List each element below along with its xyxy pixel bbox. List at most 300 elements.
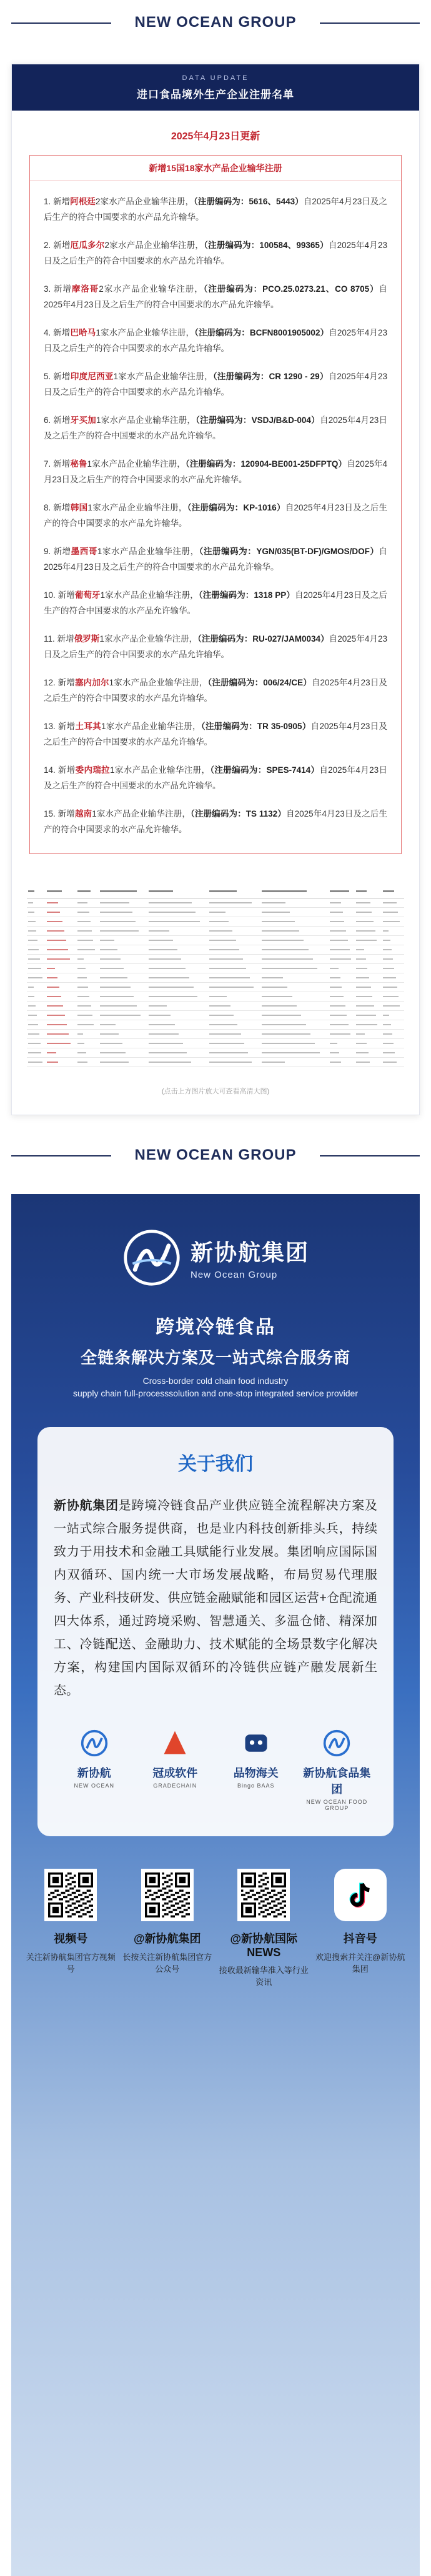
entry-note: 自2025年4月23日及之后生产的符合中国要求的水产品允许输华。 [44,197,387,222]
qr-title: 视频号 [54,1932,88,1945]
tiktok-icon[interactable] [334,1869,387,1921]
table-cell [329,1001,355,1010]
notice-entry [44,369,387,400]
table-cell [208,1020,261,1029]
notice-entry [44,806,387,837]
table-row [27,917,404,926]
qr-code[interactable] [237,1869,290,1921]
table-cell [260,945,329,954]
table-row [27,1057,404,1067]
logo-name-cn: 新协航集团 [190,1239,309,1265]
table-cell [147,945,208,954]
table-cell [46,1038,76,1048]
table-cell [76,945,99,954]
table-cell [260,1057,329,1067]
footer-header-line-left [11,1155,111,1156]
promo-logo [11,1194,420,1288]
notice-entry [44,194,387,225]
table-cell [260,1001,329,1010]
entry-code: （注册编码为：RU-027/JAM0034） [197,634,329,644]
notice-entry [44,719,387,750]
table-cell [27,1029,46,1038]
table-cell [99,982,148,992]
table-cell [208,1029,261,1038]
table-header-cell [329,885,355,898]
notice-entry [44,325,387,356]
table-cell [46,907,76,917]
table-cell [260,963,329,973]
entry-country: 厄瓜多尔 [70,241,105,250]
table-cell [208,917,261,926]
entry-code: （注册编码为：KP-1016） [187,503,285,512]
table-cell [27,1048,46,1057]
table-cell [355,982,381,992]
table-cell [208,1001,261,1010]
entry-note: 自2025年4月23日及之后生产的符合中国要求的水产品允许输华。 [44,590,388,615]
banner-subtitle: DATA UPDATE [182,74,249,82]
table-cell [76,907,99,917]
entry-count: 2家水产品企业输华注册， [104,241,204,250]
table-cell [329,917,355,926]
table-cell [355,1001,381,1010]
table-cell [355,917,381,926]
qr-code-icon [48,1872,93,1917]
entry-count: 1家水产品企业输华注册， [110,765,211,775]
table-cell [76,898,99,907]
qr-description: 关注新协航集团官方视频号 [26,1952,116,1974]
table-header-cell [355,885,381,898]
table-cell [382,963,404,973]
entry-prefix: 14. 新增 [44,765,76,775]
table-cell [382,1057,404,1067]
table-cell [76,1029,99,1038]
entry-count: 1家水产品企业输华注册， [96,328,195,337]
brand-subtitle: Bingo BAAS [237,1782,275,1789]
table-row [27,1048,404,1057]
qr-code[interactable] [141,1869,194,1921]
table-cell [27,1010,46,1020]
table-cell [355,1048,381,1057]
table-cell [329,1048,355,1057]
table-cell [329,907,355,917]
table-cell [99,1057,148,1067]
table-row [27,907,404,917]
qr-title: @新协航集团 [133,1932,201,1945]
table-cell [76,954,99,963]
table-cell [208,973,261,982]
table-cell [147,1001,208,1010]
promo-en-line-1: Cross-border cold chain food industry [142,1375,289,1386]
table-cell [27,945,46,954]
entry-prefix: 5. 新增 [44,372,71,381]
table-cell [99,1048,148,1057]
table-cell [355,945,381,954]
table-cell [260,935,329,945]
table-cell [382,973,404,982]
logo-name-en: New Ocean Group [190,1269,278,1280]
table-cell [46,1020,76,1029]
header-line-right [320,22,420,24]
notice-entry [44,500,387,531]
table-cell [76,935,99,945]
table-cell [208,963,261,973]
table-cell [99,917,148,926]
table-cell [27,954,46,963]
table-cell [99,954,148,963]
entry-prefix: 15. 新增 [44,809,75,818]
brand-subtitle: NEW OCEAN FOOD GROUP [306,1798,368,1811]
notice-entry [44,675,387,706]
entry-code: （注册编码为：TR 35-0905） [201,722,311,731]
table-header-cell [147,885,208,898]
about-us-panel [37,1427,394,1836]
table-cell [27,1020,46,1029]
notice-entry [44,281,387,312]
table-cell [208,1038,261,1048]
entry-prefix: 2. 新增 [44,241,71,250]
entry-prefix: 12. 新增 [44,678,75,687]
entry-note: 自2025年4月23日及之后生产的符合中国要求的水产品允许输华。 [44,415,388,440]
entry-country: 墨西哥 [71,547,97,556]
table-cell [382,926,404,935]
table-cell [46,945,76,954]
entry-prefix: 8. 新增 [44,503,71,512]
brand-logo [57,1729,131,1789]
table-cell [329,954,355,963]
entry-prefix: 6. 新增 [44,415,71,425]
entry-code: （注册编码为：120904-BE001-25DFPTQ） [185,459,347,469]
table-cell [147,1038,208,1048]
table-cell [46,1029,76,1038]
entry-note: 自2025年4月23日及之后生产的符合中国要求的水产品允许输华。 [44,809,387,834]
entry-country: 葡萄牙 [74,590,101,600]
table-cell [147,1057,208,1067]
table-cell [382,1048,404,1057]
table-cell [382,898,404,907]
entry-country: 巴哈马 [70,328,96,337]
table-cell [99,898,148,907]
table-cell [260,954,329,963]
promo-headline: 跨境冷链食品 [156,1316,275,1338]
update-banner [12,64,419,111]
table-cell [76,1010,99,1020]
table-row [27,1010,404,1020]
table-cell [147,954,208,963]
entry-prefix: 11. 新增 [44,634,74,644]
qr-title: 抖音号 [343,1932,377,1945]
entry-count: 1家水产品企业输华注册， [92,809,191,818]
table-cell [260,926,329,935]
table-cell [147,973,208,982]
notice-entry [44,412,387,444]
table-cell [46,1010,76,1020]
table-cell [329,935,355,945]
entry-country: 土耳其 [75,722,101,731]
table-cell [27,992,46,1001]
entry-note: 自2025年4月23日及之后生产的符合中国要求的水产品允许输华。 [44,503,388,528]
table-cell [27,1057,46,1067]
table-cell [355,935,381,945]
new-ocean-logo-icon [122,1228,182,1288]
table-row [27,898,404,907]
banner-title: 进口食品境外生产企业注册名单 [137,88,294,101]
entry-count: 1家水产品企业输华注册， [96,415,196,425]
brand-name: 冠成软件 [152,1766,198,1779]
notice-entry [44,631,387,662]
qr-code-icon [241,1872,286,1917]
notice-entry [44,544,387,575]
entry-count: 1家水产品企业输华注册， [99,634,198,644]
entry-code: （注册编码为：1318 PP） [198,590,295,600]
promo-headline-2: 全链条解决方案及一站式综合服务商 [80,1348,350,1367]
table-cell [147,898,208,907]
table-cell [46,992,76,1001]
entry-count: 1家水产品企业输华注册， [87,459,186,469]
table-cell [76,917,99,926]
table-cell [382,907,404,917]
table-cell [382,992,404,1001]
table-cell [355,992,381,1001]
table-cell [46,1057,76,1067]
table-cell [147,907,208,917]
qr-block[interactable] [217,1869,310,1988]
entry-country: 韩国 [70,503,88,512]
table-row [27,982,404,992]
table-cell [355,907,381,917]
table-cell [76,1001,99,1010]
entry-code: （注册编码为：5616、5443） [194,197,304,206]
table-cell [99,1029,148,1038]
update-card [11,64,420,1115]
brand-mark-icon [242,1729,270,1758]
entry-country: 秘鲁 [70,459,87,469]
table-cell [355,973,381,982]
entry-prefix: 1. 新增 [44,197,71,206]
entry-note: 自2025年4月23日及之后生产的符合中国要求的水产品允许输华。 [44,241,388,266]
table-header-cell [208,885,261,898]
table-cell [76,926,99,935]
table-cell [355,963,381,973]
brand-mark-icon [322,1729,351,1758]
about-us-body: 是跨境冷链食品产业供应链全流程解决方案及一站式综合服务提供商，也是业内科技创新排头兵，持续致力于用技术和金融工具赋能行业发展。集团响应国际国内双循环、国内统一大市场发展战略，布局贸易代理服务、产业科技研发、供应链金融赋能和园区运营+仓配流通四大体系，通过跨境采购、智慧通关、多温仓储、精深加工、冷链配送、金融助力、技术赋能的全场景数字化解决方案，构建国内国际双循环的冷链供应链产融发展新生态。 [54,1498,377,1698]
table-header-cell [27,885,46,898]
table-cell [46,917,76,926]
entry-count: 1家水产品企业输华注册， [113,372,213,381]
enterprise-table [27,885,404,1067]
table-cell [27,973,46,982]
table-row [27,1001,404,1010]
table-header-cell [99,885,148,898]
table-cell [76,1020,99,1029]
table-cell [260,1038,329,1048]
table-row [27,945,404,954]
entry-code: （注册编码为：CR 1290 - 29） [212,372,329,381]
entry-code: （注册编码为：BCFN8001905002） [194,328,329,337]
qr-title: @新协航国际NEWS [230,1932,298,1959]
entry-code: （注册编码为：PCO.25.0273.21、CO 8705） [203,284,379,294]
table-cell [147,926,208,935]
table-cell [260,992,329,1001]
entry-note: 自2025年4月23日及之后生产的符合中国要求的水产品允许输华。 [44,372,388,397]
table-row [27,1020,404,1029]
header-line-left [11,22,111,24]
table-cell [147,1029,208,1038]
table-cell [76,973,99,982]
entry-note: 自2025年4月23日及之后生产的符合中国要求的水产品允许输华。 [44,678,388,703]
brand-mark-icon [161,1729,189,1758]
table-cell [147,917,208,926]
brand-logos [54,1729,377,1811]
table-cell [99,973,148,982]
update-date: 2025年4月23日更新 [171,131,260,142]
entry-code: （注册编码为：100584、99365） [204,241,329,250]
table-row [27,1029,404,1038]
table-cell [46,982,76,992]
table-cell [382,945,404,954]
entry-prefix: 9. 新增 [44,547,71,556]
table-caption: (点击上方图片放大可查看高清大图) [161,1087,270,1095]
qr-description: 接收最新输华准入等行业资讯 [219,1965,309,1987]
entry-note: 自2025年4月23日及之后生产的符合中国要求的水产品允许输华。 [44,328,388,353]
table-cell [99,992,148,1001]
table-cell [27,926,46,935]
table-cell [329,945,355,954]
entry-country: 委内瑞拉 [75,765,111,775]
notice-entry [44,456,387,487]
table-cell [99,1001,148,1010]
entry-note: 自2025年4月23日及之后生产的符合中国要求的水产品允许输华。 [44,634,388,659]
table-cell [46,1048,76,1057]
table-cell [208,1057,261,1067]
table-header-cell [76,885,99,898]
table-cell [329,898,355,907]
table-cell [27,907,46,917]
table-cell [355,954,381,963]
table-cell [147,963,208,973]
qr-block[interactable] [24,1869,117,1988]
entry-prefix: 7. 新增 [44,459,71,469]
table-cell [76,963,99,973]
entry-country: 塞内加尔 [74,678,109,687]
table-cell [76,982,99,992]
table-row [27,973,404,982]
table-cell [76,992,99,1001]
brand-name: 新协航 [77,1766,111,1779]
table-cell [27,982,46,992]
table-cell [208,935,261,945]
about-us-lead: 新协航集团 [54,1498,119,1513]
table-cell [27,935,46,945]
qr-description: 欢迎搜索并关注@新协航集团 [315,1952,405,1974]
table-row [27,992,404,1001]
table-cell [46,963,76,973]
table-cell [382,1020,404,1029]
entry-country: 越南 [74,809,92,818]
table-cell [260,917,329,926]
table-cell [382,1029,404,1038]
entry-country: 牙买加 [70,415,97,425]
table-cell [355,1020,381,1029]
about-us-title: 关于我们 [178,1453,253,1474]
table-row [27,935,404,945]
table-cell [208,1048,261,1057]
table-cell [329,992,355,1001]
table-cell [382,982,404,992]
qr-description: 长按关注新协航集团官方公众号 [122,1952,212,1974]
entry-country: 印度尼西亚 [70,372,114,381]
table-cell [329,1020,355,1029]
brand-name: 新协航食品集团 [303,1766,371,1796]
table-cell [46,1001,76,1010]
brand-mark-icon [80,1729,109,1758]
table-row [27,954,404,963]
table-cell [147,1020,208,1029]
notice-entry [44,237,387,269]
table-header-cell [260,885,329,898]
table-cell [355,926,381,935]
table-header-cell [46,885,76,898]
promo-en-line-2: supply chain full-processsolution and one-stop integrated service provider [72,1388,359,1398]
table-cell [99,963,148,973]
entry-country: 摩洛哥 [71,284,99,294]
brand-subtitle: GRADECHAIN [153,1782,197,1789]
qr-codes [22,1869,409,1988]
entry-country: 阿根廷 [70,197,96,206]
enterprise-table-image[interactable] [27,885,404,1067]
qr-block[interactable] [314,1869,407,1988]
entry-count: 1家水产品企业输华注册， [87,503,187,512]
entry-code: （注册编码为：VSDJ/B&D-004） [196,415,320,425]
entry-country: 俄罗斯 [74,634,100,644]
entry-code: （注册编码为：YGN/035(BT-DF)/GMOS/DOF） [199,547,379,556]
notice-title: 新增15国18家水产品企业输华注册 [30,156,401,181]
qr-code-icon [145,1872,190,1917]
entry-note: 自2025年4月23日及之后生产的符合中国要求的水产品允许输华。 [44,459,387,484]
brand-name: 品物海关 [233,1766,279,1779]
table-cell [208,926,261,935]
entry-count: 1家水产品企业输华注册， [100,590,199,600]
entry-prefix: 10. 新增 [44,590,75,600]
footer-header-line-right [320,1155,420,1156]
table-row [27,926,404,935]
table-header-cell [382,885,404,898]
table-cell [27,1001,46,1010]
entry-count: 2家水产品企业输华注册， [99,284,204,294]
entry-code: （注册编码为：TS 1132） [191,809,286,818]
table-cell [382,1038,404,1048]
table-cell [329,973,355,982]
group-header [0,0,431,45]
entry-note: 自2025年4月23日及之后生产的符合中国要求的水产品允许输华。 [44,284,388,309]
table-cell [147,992,208,1001]
table-cell [76,1048,99,1057]
table-cell [355,1057,381,1067]
entry-count: 1家水产品企业输华注册， [101,722,201,731]
table-cell [329,1057,355,1067]
entry-note: 自2025年4月23日及之后生产的符合中国要求的水产品允许输华。 [44,765,388,790]
table-cell [329,926,355,935]
table-cell [46,954,76,963]
table-cell [329,1038,355,1048]
entry-prefix: 13. 新增 [44,722,76,731]
table-cell [208,982,261,992]
qr-block[interactable] [121,1869,214,1988]
table-cell [355,1029,381,1038]
brand-logo [219,1729,293,1789]
table-cell [355,1010,381,1020]
table-cell [260,982,329,992]
qr-code[interactable] [44,1869,97,1921]
